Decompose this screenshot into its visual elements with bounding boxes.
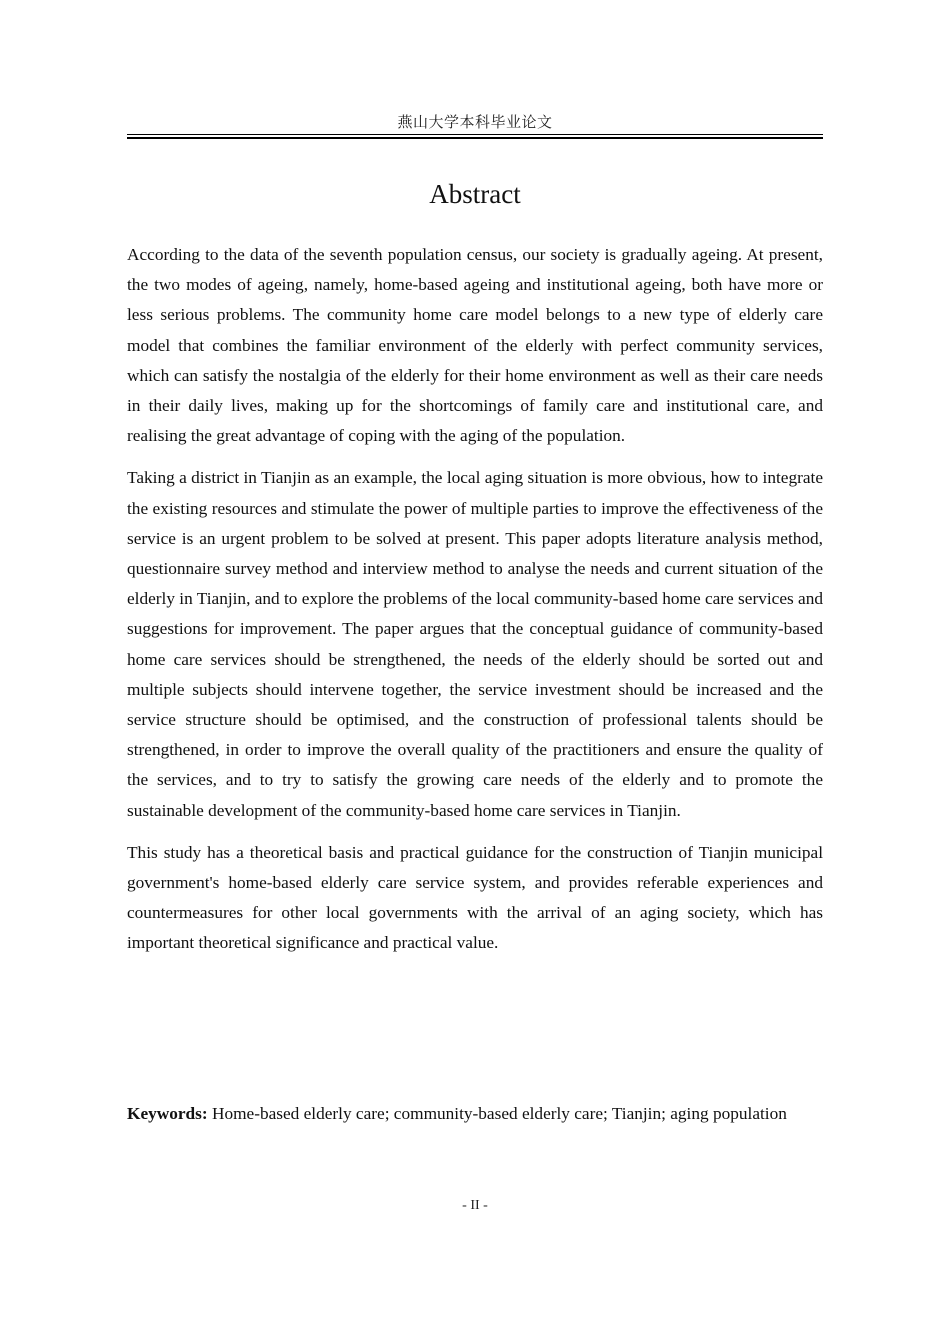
keywords-label: Keywords: bbox=[127, 1104, 208, 1123]
keywords-text: Home-based elderly care; community-based elderly care; Tianjin; aging population bbox=[211, 1104, 787, 1123]
abstract-paragraph-1: According to the data of the seventh population census, our society is gradually ageing. At present, the two modes of ageing, namely, home-based ageing and institutional ageing, both have more or less serious problems. The community home care model belongs to a new type of elderly care model that combines the familiar environment of the elderly with perfect community services, which can satisfy the nostalgia of the elderly for their home environment as well as their care needs in their daily lives, making up for the shortcomings of family care and institutional care, and realising the great advantage of coping with the aging of the population. bbox=[127, 245, 823, 446]
abstract-title: Abstract bbox=[429, 179, 521, 209]
keywords-line bbox=[127, 1099, 823, 1129]
page-number: - II - bbox=[462, 1198, 488, 1213]
abstract-body bbox=[127, 240, 823, 971]
abstract-paragraph-3: This study has a theoretical basis and practical guidance for the construction of Tianjin municipal government's home-based elderly care service system, and provides referable experiences and countermeasures for other local governments with the arrival of an aging society, which has important theoretical significance and practical value. bbox=[127, 842, 823, 953]
running-header: 燕山大学本科毕业论文 bbox=[397, 113, 553, 131]
abstract-paragraph-2: Taking a district in Tianjin as an example, the local aging situation is more obvious, how to integrate the existing resources and stimulate the power of multiple parties to improve the effectiveness of the service is an urgent problem to be solved at present. This paper adopts literature analysis method, questionnaire survey method and interview method to analyse the needs and current situation of the elderly in Tianjin, and to explore the problems of the local community-based home care services and suggestions for improvement. The paper argues that the conceptual guidance of community-based home care services should be strengthened, the needs of the elderly should be sorted out and multiple subjects should intervene together, the service investment should be increased and the service structure should be optimised, and the construction of professional talents should be strengthened, in order to improve the overall quality of the practitioners and ensure the quality of the services, and to try to satisfy the growing care needs of the elderly and to promote the sustainable development of the community-based home care services in Tianjin. bbox=[127, 468, 823, 820]
header-double-rule bbox=[127, 134, 823, 139]
